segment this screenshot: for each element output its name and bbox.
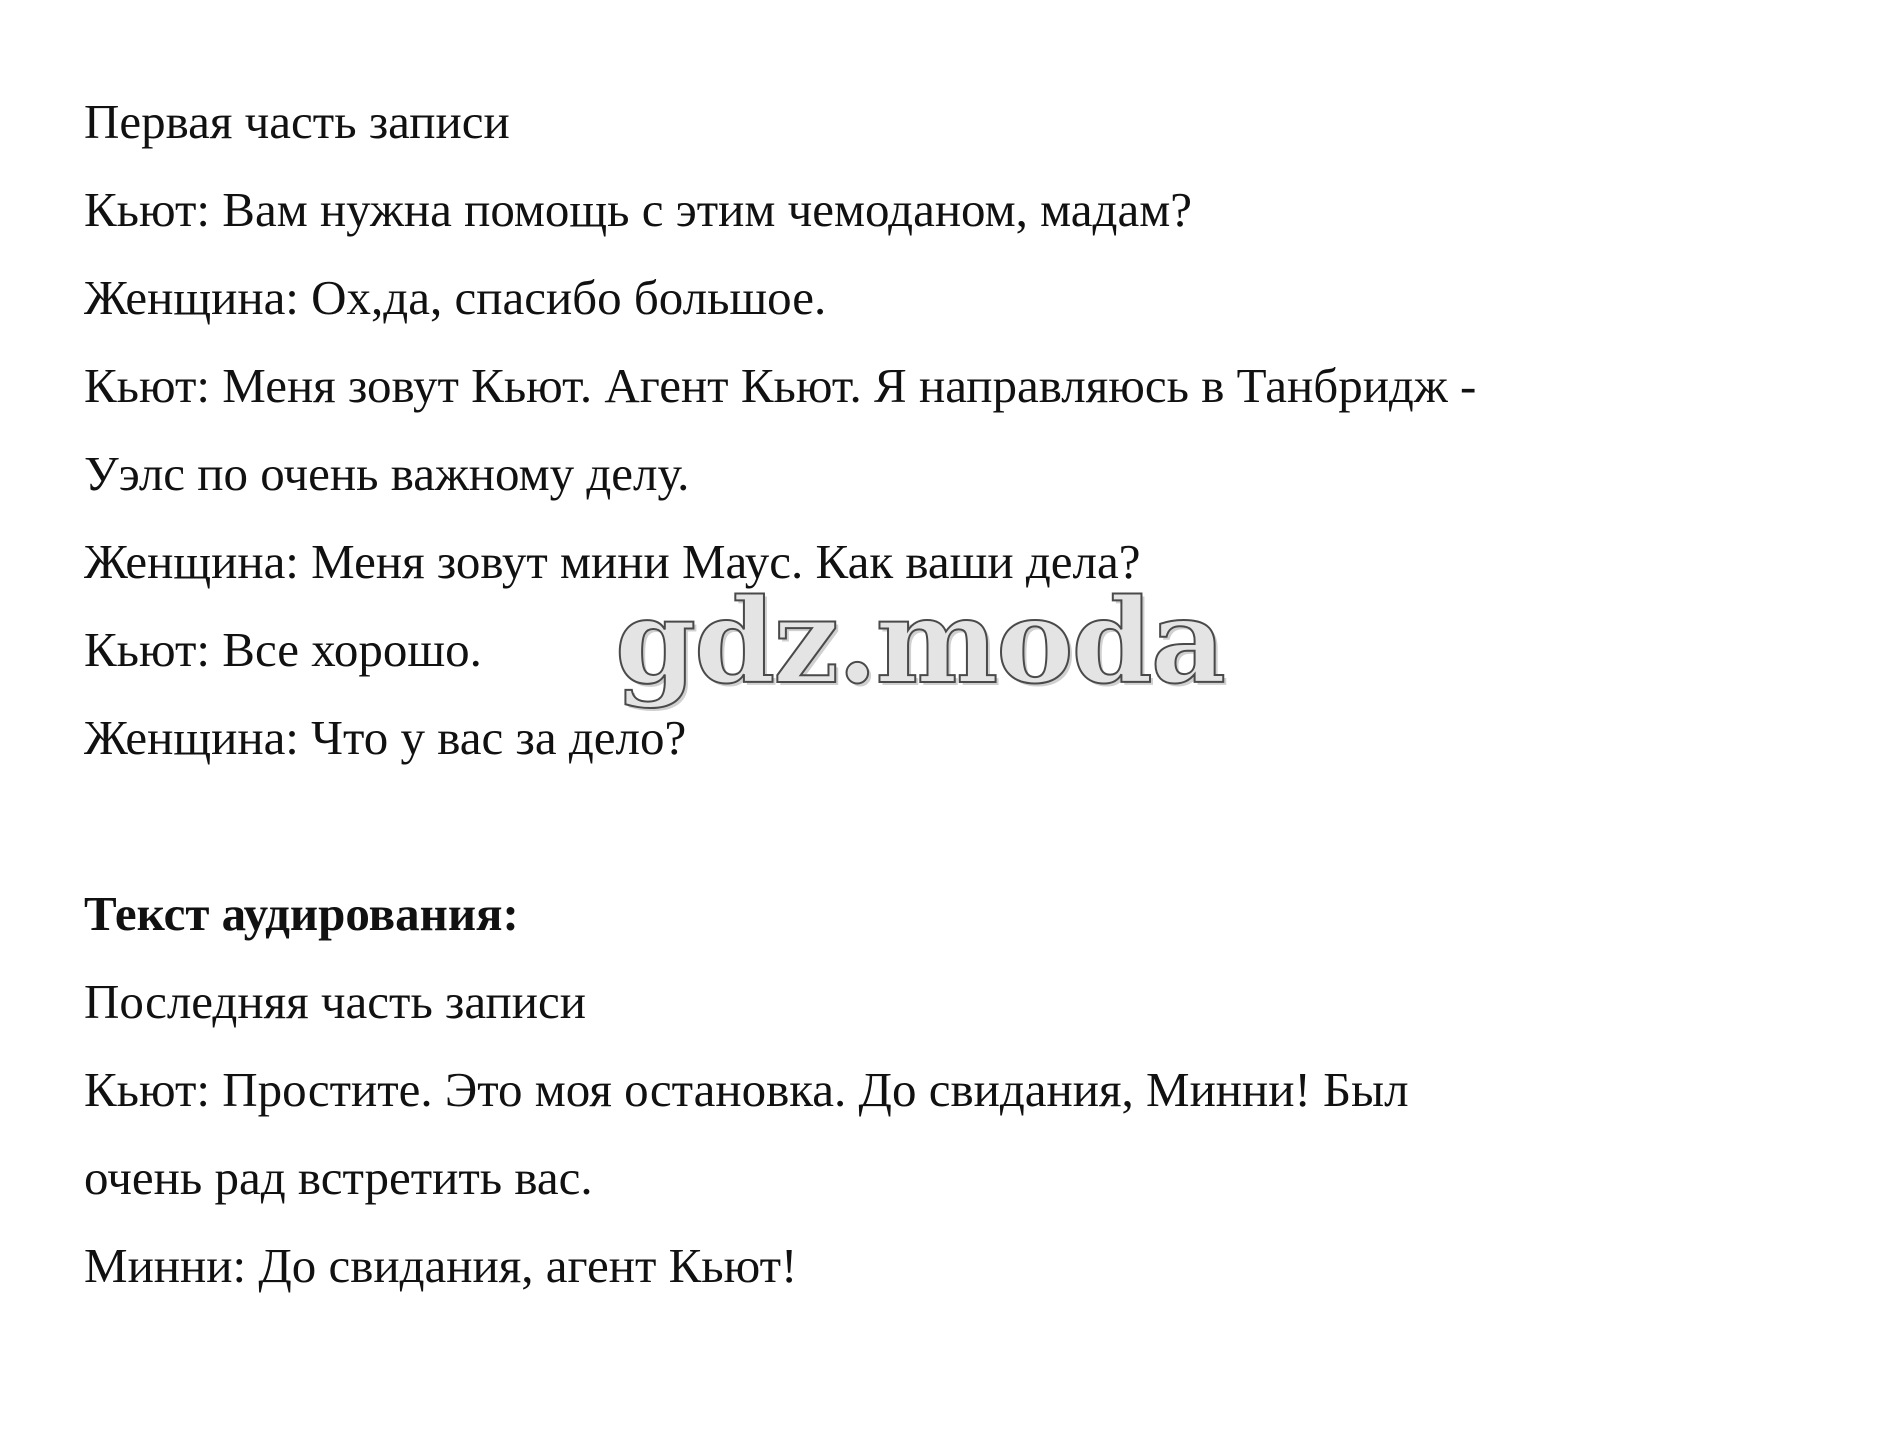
dialogue-line: Женщина: Меня зовут мини Маус. Как ваши дела? (84, 534, 1141, 589)
dialogue-line: Кьют: Вам нужна помощь с этим чемоданом, мадам? (84, 182, 1192, 237)
dialogue-line-continuation: очень рад встретить вас. (84, 1150, 593, 1205)
dialogue-line: Кьют: Простите. Это моя остановка. До свидания, Минни! Был (84, 1062, 1409, 1117)
dialogue-line: Женщина: Что у вас за дело? (84, 710, 687, 765)
dialogue-line: Женщина: Ох,да, спасибо большое. (84, 270, 827, 325)
section-title-last-part: Последняя часть записи (84, 974, 586, 1029)
section-title-first-part: Первая часть записи (84, 94, 510, 149)
dialogue-line: Минни: До свидания, агент Кьют! (84, 1238, 798, 1293)
section-spacer (84, 782, 1844, 870)
watermark-logo: gdz.moda (615, 574, 1224, 710)
dialogue-line: Кьют: Все хорошо. (84, 622, 482, 677)
section-heading-listening-text: Текст аудирования: (84, 886, 519, 941)
dialogue-line-continuation: Уэлс по очень важному делу. (84, 446, 690, 501)
dialogue-line: Кьют: Меня зовут Кьют. Агент Кьют. Я направляюсь в Танбридж - (84, 358, 1477, 413)
